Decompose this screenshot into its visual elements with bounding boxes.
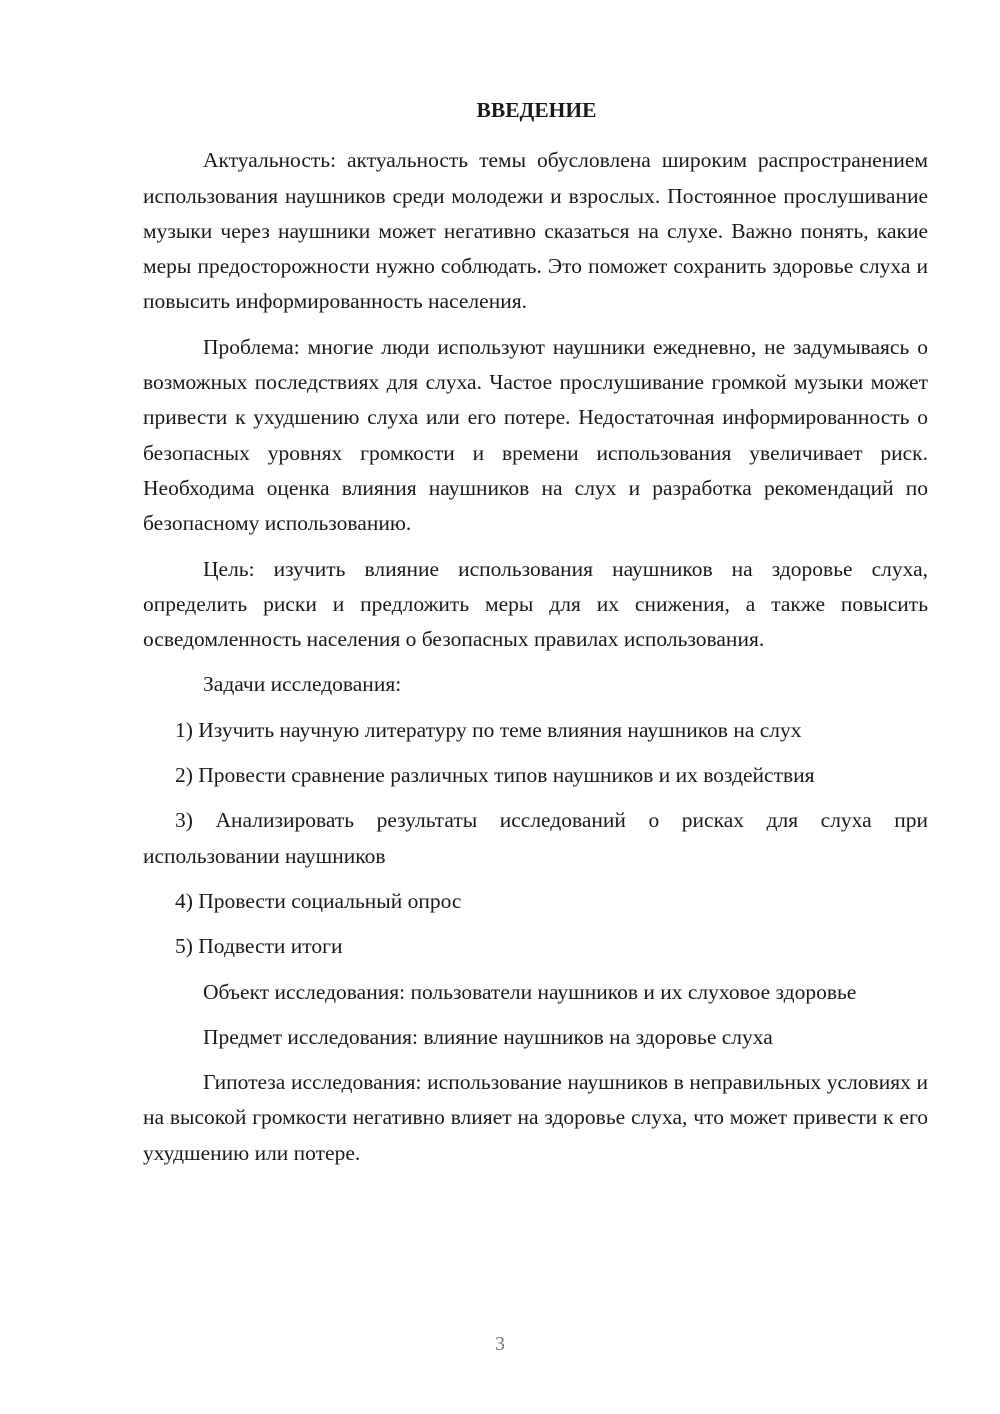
task-item-4: 4) Провести социальный опрос <box>175 888 462 913</box>
task-item-2: 2) Провести сравнение различных типов наушников и их воздействия <box>175 763 815 788</box>
subject-paragraph: Предмет исследования: влияние наушников на здоровье слуха <box>203 1024 773 1049</box>
task-item-5: 5) Подвести итоги <box>175 934 343 959</box>
task-item-1: 1) Изучить научную литературу по теме влияния наушников на слух <box>175 717 802 742</box>
object-paragraph: Объект исследования: пользователи наушников и их слуховое здоровье <box>203 979 857 1004</box>
page-number: 3 <box>495 1333 505 1355</box>
task-item-3: 3) Анализировать результаты исследований о рисках для слуха при использовании наушников <box>143 808 928 868</box>
problem-paragraph: Проблема: многие люди используют наушники ежедневно, не задумываясь о возможных последствиях для слуха. Частое прослушивание громкой музыки может привести к ухудшению слуха или его потере. Недостаточная информированность о безопасных уровнях громкости и времени использования увеличивает риск. Необходима оценка влияния наушников на слух и разработка рекомендаций по безопасному использованию. <box>143 334 928 536</box>
page-content <box>143 93 928 1181</box>
tasks-heading: Задачи исследования: <box>203 672 402 697</box>
section-title: ВВЕДЕНИЕ <box>476 98 597 122</box>
goal-paragraph: Цель: изучить влияние использования наушников на здоровье слуха, определить риски и предложить меры для их снижения, а также повысить осведомленность населения о безопасных правилах использования. <box>143 556 928 652</box>
hypothesis-paragraph: Гипотеза исследования: использование наушников в неправильных условиях и на высокой громкости негативно влияет на здоровье слуха, что может привести к его ухудшению или потере. <box>143 1070 928 1165</box>
relevance-paragraph: Актуальность: актуальность темы обусловлена широким распространением использования наушников среди молодежи и взрослых. Постоянное прослушивание музыки через наушники может негативно сказаться на слухе. Важно понять, какие меры предосторожности нужно соблюдать. Это поможет сохранить здоровье слуха и повысить информированность населения. <box>143 148 928 314</box>
